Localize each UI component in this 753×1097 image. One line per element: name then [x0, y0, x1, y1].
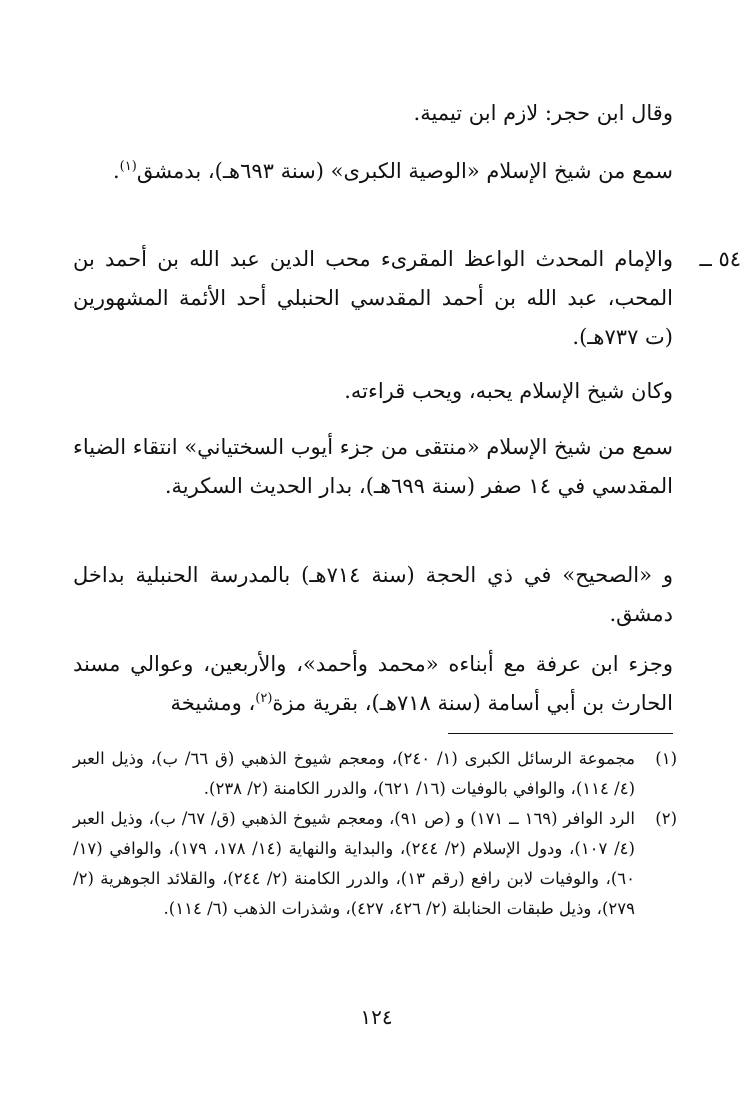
- paragraph: [73, 428, 673, 506]
- paragraph: [73, 152, 673, 191]
- paragraph-text: .: [112, 159, 120, 183]
- paragraph-text: وكان شيخ الإسلام يحبه، ويحب قراءته.: [344, 379, 673, 403]
- paragraph: [73, 556, 673, 634]
- entry-number: ٥٤ ــ: [699, 247, 741, 271]
- paragraph: [73, 372, 673, 411]
- footnote-ref: (١): [119, 159, 137, 174]
- footnotes: [73, 744, 677, 924]
- entry-text: والإمام المحدث الواعظ المقرىء محب الدين عبد الله بن أحمد بن المحب، عبد الله بن أحمد المقدسي الحنبلي أحد الأئمة المشهورين (ت ٧٣٧هـ).: [73, 247, 673, 349]
- footnote: [73, 744, 677, 804]
- paragraph-text: سمع من شيخ الإسلام «الوصية الكبرى» (سنة ٦٩٣هـ)، بدمشق: [136, 159, 673, 183]
- footnote-divider: [448, 733, 673, 734]
- page-number: ١٢٤: [360, 1005, 393, 1029]
- paragraph: [73, 94, 673, 133]
- footnote-text: الرد الوافر (١٦٩ ــ ١٧١) و (ص ٩١)، ومعجم شيوخ الذهبي (ق/ ٦٧/ ب)، وذيل العبر (٤/ ١٠٧)، ودول الإسلام (٢/ ٢٤٤)، والبداية والنهاية (١٤/ ١٧٨، ١٧٩)، والوافي (١٧/ ٦٠)، والوفيات لابن رافع (رقم ١٣)، والدرر الكامنة (٢/ ٢٤٤)، والقلائد الجوهرية (٢/ ٢٧٩)، وذيل طبقات الحنابلة (٢/ ٤٢٦، ٤٢٧)، وشذرات الذهب (٦/ ١١٤).: [73, 809, 635, 918]
- paragraph-text: وجزء ابن عرفة مع أبناءه «محمد وأحمد»، والأربعين، وعوالي مسند الحارث بن أبي أسامة (سنة ٧١٨هـ)، بقرية مزة: [73, 652, 673, 715]
- entry-54: [73, 240, 741, 357]
- footnote-ref: (٢): [255, 691, 273, 706]
- paragraph: [73, 645, 673, 723]
- paragraph-text: و «الصحيح» في ذي الحجة (سنة ٧١٤هـ) بالمدرسة الحنبلية بداخل دمشق.: [73, 563, 674, 626]
- footnote-number: (١): [655, 749, 677, 768]
- footnote: [73, 804, 677, 924]
- footnote-text: مجموعة الرسائل الكبرى (١/ ٢٤٠)، ومعجم شيوخ الذهبي (ق ٦٦/ ب)، وذيل العبر (٤/ ١١٤)، والوافي بالوفيات (١٦/ ٦٢١)، والدرر الكامنة (٢/ ٢٣٨).: [73, 749, 635, 798]
- paragraph-text: سمع من شيخ الإسلام «منتقى من جزء أيوب السختياني» انتقاء الضياء المقدسي في ١٤ صفر (سنة ٦٩٩هـ)، بدار الحديث السكرية.: [73, 435, 673, 498]
- footnote-number: (٢): [655, 809, 677, 828]
- paragraph-text: وقال ابن حجر: لازم ابن تيمية.: [413, 101, 673, 125]
- paragraph-text: ، ومشيخة: [170, 691, 256, 715]
